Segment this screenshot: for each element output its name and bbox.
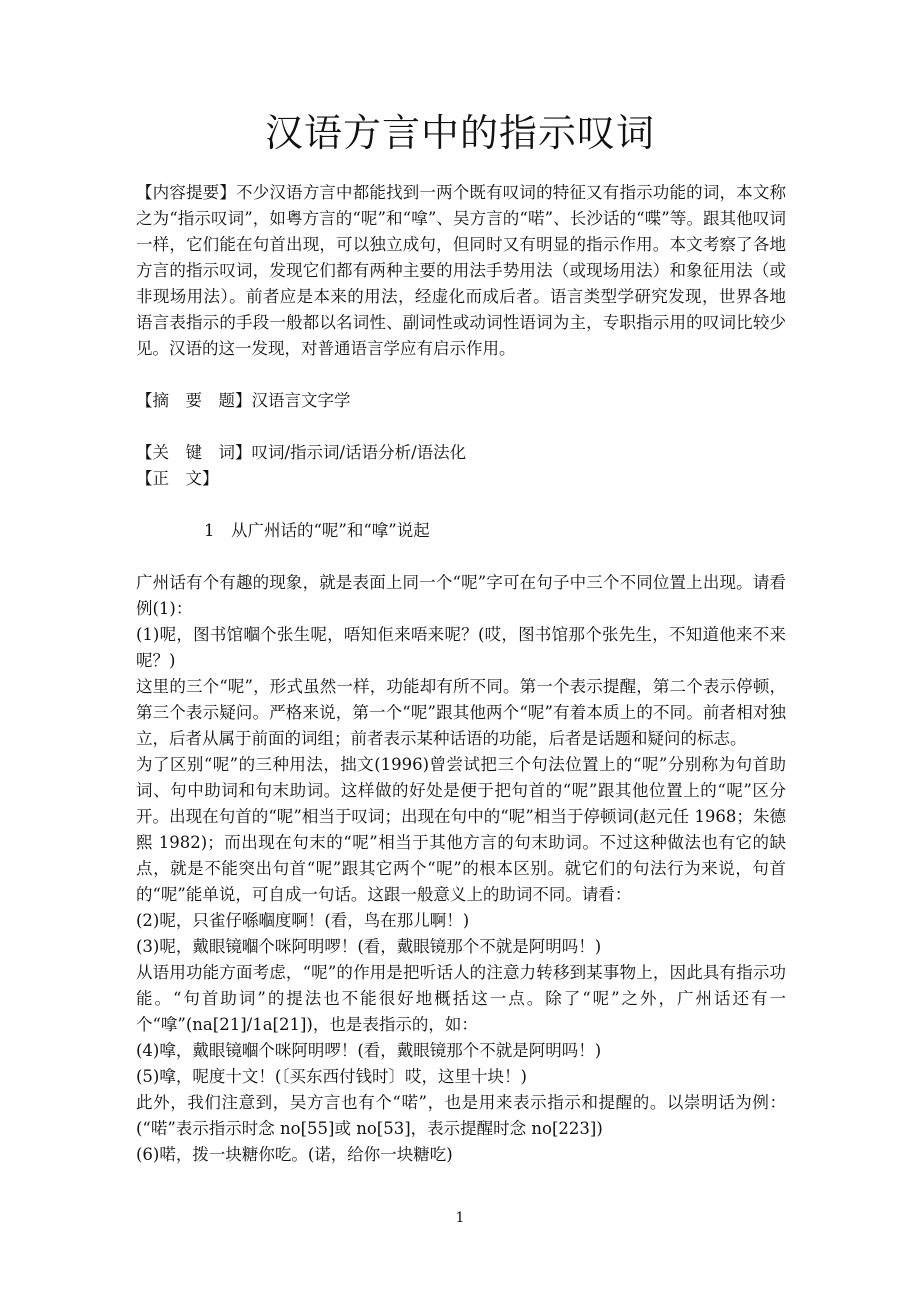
document-body	[136, 180, 786, 1168]
example-sentence: (3)呢，戴眼镜嗰个咪阿明啰！(看，戴眼镜那个不就是阿明吗！)	[136, 937, 602, 956]
body-paragraph: 广州话有个有趣的现象，就是表面上同一个“呢”字可在句子中三个不同位置上出现。请看例(1)：	[136, 573, 786, 618]
page-number: 1	[455, 1210, 465, 1226]
example-sentence: (6)喏，拨一块糖你吃。(诺，给你一块糖吃)	[136, 1145, 453, 1164]
subject-line: 【摘 要 题】汉语言文字学	[136, 391, 351, 410]
example-sentence: (1)呢，图书馆嗰个张生呢，唔知佢来唔来呢？(哎，图书馆那个张先生，不知道他来不来呢？)	[136, 625, 786, 670]
abstract-paragraph: 【内容提要】不少汉语方言中都能找到一两个既有叹词的特征又有指示功能的词，本文称之为“指示叹词”，如粤方言的“呢”和“嗱”、吴方言的“喏”、长沙话的“喋”等。跟其他叹词一样，它们能在句首出现，可以独立成句，但同时又有明显的指示作用。本文考察了各地方言的指示叹词，发现它们都有两种主要的用法手势用法（或现场用法）和象征用法（或非现场用法）。前者应是本来的用法，经虚化而成后者。语言类型学研究发现，世界各地语言表指示的手段一般都以名词性、副词性或动词性语词为主，专职指示用的叹词比较少见。汉语的这一发现，对普通语言学应有启示作用。	[136, 183, 786, 358]
body-paragraph: 为了区别“呢”的三种用法，拙文(1996)曾尝试把三个句法位置上的“呢”分别称为句首助词、句中助词和句末助词。这样做的好处是便于把句首的“呢”跟其他位置上的“呢”区分开。出现在句首的“呢”相当于叹词；出现在句中的“呢”相当于停顿词(赵元任 1968；朱德熙 1982)；而出现在句末的“呢”相当于其他方言的句末助词。不过这种做法也有它的缺点，就是不能突出句首“呢”跟其它两个“呢”的根本区别。就它们的句法行为来说，句首的“呢”能单说，可自成一句话。这跟一般意义上的助词不同。请看：	[136, 755, 786, 904]
example-sentence: (4)嗱，戴眼镜嗰个咪阿明啰！(看，戴眼镜那个不就是阿明吗！)	[136, 1041, 602, 1060]
example-sentence: (2)呢，只雀仔喺嗰度啊！(看，鸟在那儿啊！)	[136, 911, 470, 930]
document-title: 汉语方言中的指示叹词	[264, 111, 655, 155]
body-paragraph: 这里的三个“呢”，形式虽然一样，功能却有所不同。第一个表示提醒，第二个表示停顿，第三个表示疑问。严格来说，第一个“呢”跟其他两个“呢”有着本质上的不同。前者相对独立，后者从属于前面的词组；前者表示某种话语的功能，后者是话题和疑问的标志。	[136, 677, 786, 748]
keywords-line: 【关 键 词】叹词/指示词/话语分析/语法化	[136, 443, 467, 462]
body-paragraph: 此外，我们注意到，吴方言也有个“喏”，也是用来表示指示和提醒的。以崇明话为例：(“喏”表示指示时念 no[55]或 no[53]，表示提醒时念 no[223])	[136, 1093, 786, 1138]
main-text-label: 【正 文】	[136, 469, 219, 488]
body-paragraph: 从语用功能方面考虑，“呢”的作用是把听话人的注意力转移到某事物上，因此具有指示功能。“句首助词”的提法也不能很好地概括这一点。除了“呢”之外，广州话还有一个“嗱”(na[21]/1a[21])，也是表指示的，如：	[136, 963, 786, 1034]
section-heading: 1 从广州话的“呢”和“嗱”说起	[204, 521, 430, 540]
example-sentence: (5)嗱，呢度十文！(〔买东西付钱时〕哎，这里十块！)	[136, 1067, 527, 1086]
